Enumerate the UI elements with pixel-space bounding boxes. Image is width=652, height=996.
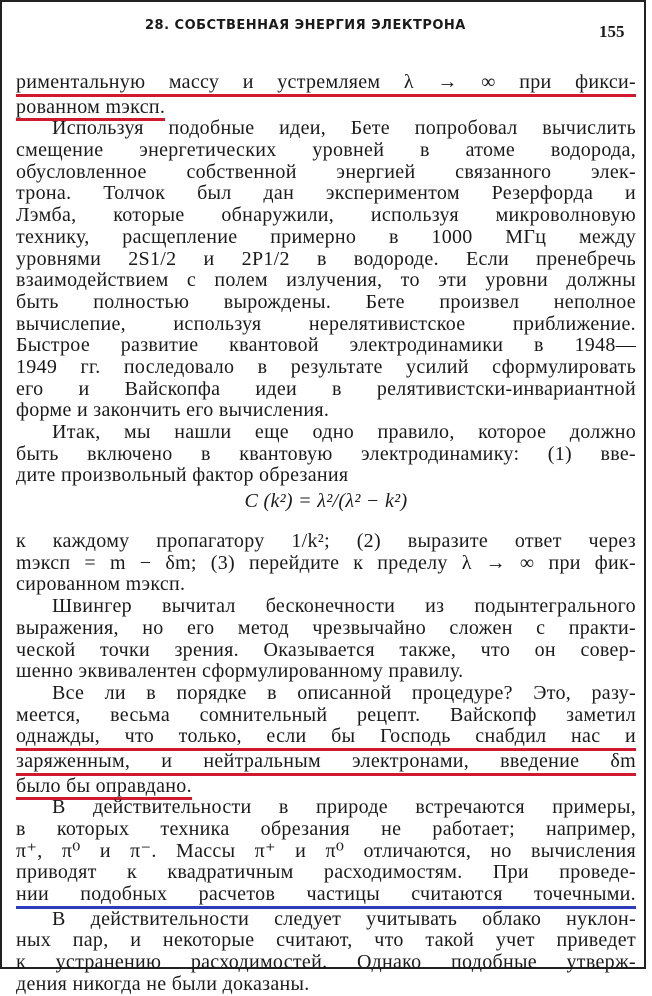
text-line-span: дите произвольный фактор обрезания [16,464,349,487]
underlined-passage-red: однажды, что только, если бы Господь снабдил нас и [16,726,636,751]
text-line: смещение энергетических уровней в атоме водорода, [16,139,636,162]
text-line: меется, весьма сомнительный рецепт. Вайскопф заметил [16,703,636,726]
text-line: mэксп = m − δm; (3) перейдите к пределу λ → ∞ при фик- [16,551,636,574]
text-line: π⁺, π⁰ и π⁻. Массы π⁺ и π⁰ отличаются, но вычисления [16,839,636,862]
text-line: шенно эквивалентен сформулированному правилу. [16,660,464,683]
text-line: обусловленное собственной энергией связанного элек- [16,160,636,183]
running-head: 28. СОБСТВЕННАЯ ЭНЕРГИЯ ЭЛЕКТРОНА [145,18,466,33]
text-line: технику, расщепление примерно в 1000 МГц между [16,225,636,248]
text-line: форме и закончить его вычисления. [16,399,330,422]
text-line: вычислепие, используя нерелятивистское приближение. [16,312,636,335]
text-line: его и Вайскопфа идеи в релятивистски-инвариантной [16,377,636,400]
underlined-passage-red: было бы оправдано. [16,775,192,800]
underlined-passage-red: заряженным, и нейтральным электронами, введение δm [16,751,636,776]
text-line: Используя подобные идеи, Бете попробовал вычислить [52,117,636,140]
text-line: В действительности следует учитывать облако нуклон- [52,907,636,930]
text-line: выражения, но его метод чрезвычайно сложен с практи- [16,616,636,639]
text-line: ных пар, и некоторые считают, что такой учет приведет [16,929,636,952]
text-line: 1949 гг. последовало в результате усилий сформулировать [16,355,636,378]
text-line: Итак, мы нашли еще одно правило, которое должно [52,421,636,443]
text-line: В действительности в природе встречаются примеры, [52,796,636,819]
text-line: взаимодействием с полем излучения, то эти уровни должны [16,269,636,292]
text-line: быть полностью вырождены. Бете произвел неполное [16,290,636,313]
text-line: к каждому пропагатору 1/k²; (2) выразите ответ через [16,530,636,553]
text-line: Лэмба, которые обнаружили, используя микроволновую [16,204,636,227]
page-number: 155 [599,22,625,41]
text-line: уровнями 2S1/2 и 2P1/2 в водороде. Если пренебречь [16,247,636,270]
text-line: риментальную массу и устремляем λ → ∞ при фикси- [16,72,636,97]
text-line: быть включено в квантовую электродинамику: (1) вве- [16,442,636,465]
text-line: приводят к квадратичным расходимостям. При проведе- [16,861,636,884]
page-header [2,16,652,44]
text-line: Быстрое развитие квантовой электродинамики в 1948— [16,334,636,357]
text-line: Все ли в порядке в описанной процедуре? Это, разу- [52,681,636,704]
text-line [16,465,636,487]
text-line: ческой точки зрения. Оказывается также, что он совер- [16,638,636,661]
text-line: трона. Толчок был дан экспериментом Резерфорда и [16,182,636,205]
text-line: дения никогда не были доказаны. [16,972,310,995]
text-line [16,776,636,798]
text-line [16,97,636,119]
text-line: Швингер вычитал бесконечности из подынтегрального [52,595,636,618]
cutoff-formula: C (k²) = λ²/(λ² − k²) [244,490,408,513]
underlined-passage-red: рованном mэксп. [16,96,165,121]
text-line: сированном mэксп. [16,573,186,596]
underlined-passage-blue: нии подобных расчетов частицы считаются точечными. [16,884,636,909]
formula-spacing [16,515,636,531]
text-line: в которых техника обрезания не работает; например, [16,818,636,840]
text-line: к устранению расходимостей. Однако подобные утверж- [16,951,636,974]
body-text [16,72,636,996]
